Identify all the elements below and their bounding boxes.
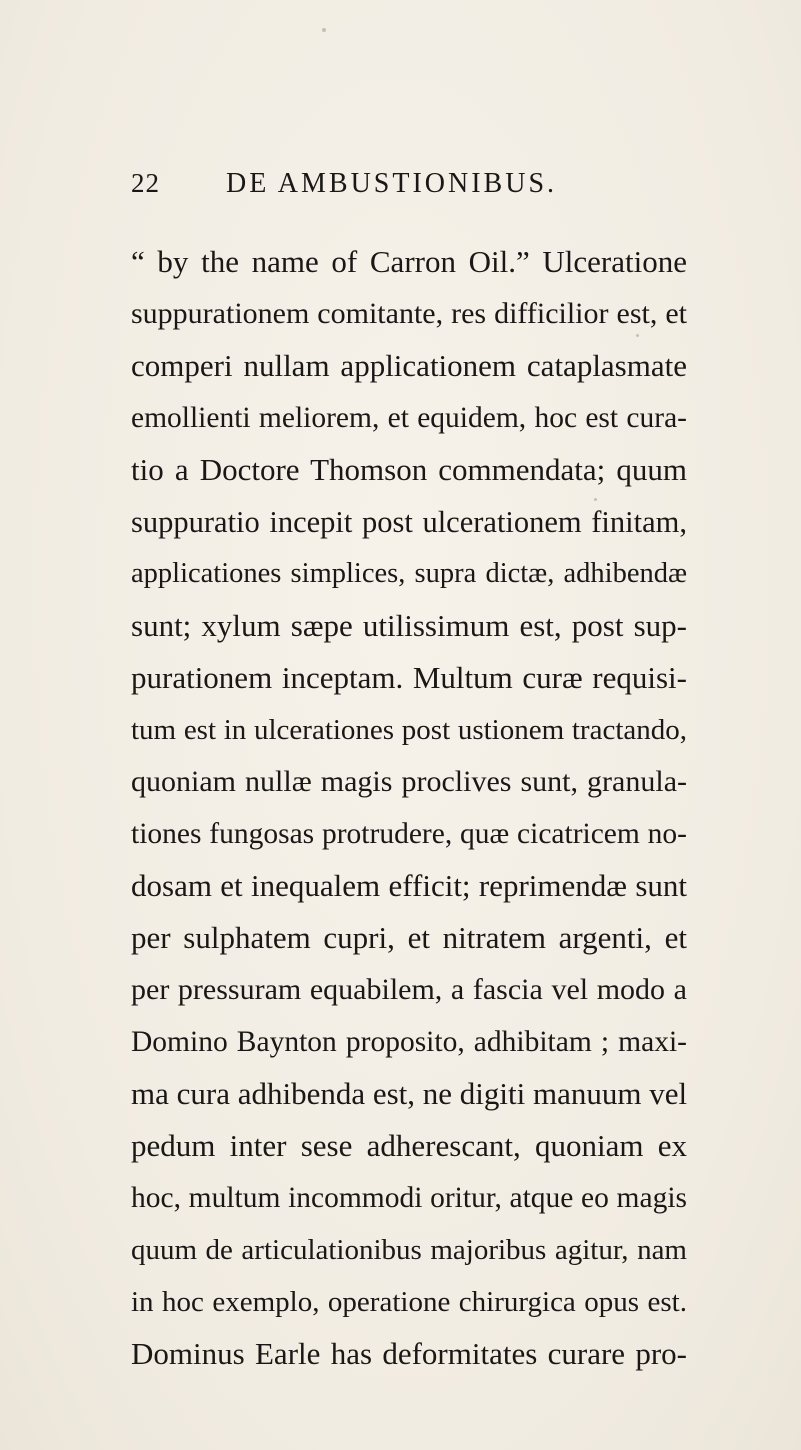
page-header <box>131 168 691 208</box>
text-line: comperi nullam applicationem cataplasmate <box>131 348 687 383</box>
page-number: 22 <box>131 168 160 198</box>
text-line: pedum inter sese adherescant, quoniam ex <box>131 1128 687 1163</box>
text-line: in hoc exemplo, operatione chirurgica opus est. <box>131 1286 687 1318</box>
text-line: Domino Baynton proposito, adhibitam ; maxi- <box>131 1026 687 1058</box>
text-line: ma cura adhibenda est, ne digiti manuum vel <box>131 1076 688 1111</box>
paper-speck <box>322 28 326 32</box>
text-line: suppurationem comitante, res difficilior est, et <box>131 297 687 330</box>
text-line: quoniam nullæ magis proclives sunt, granula- <box>131 765 687 798</box>
text-line: tio a Doctore Thomson commendata; quum <box>131 452 687 487</box>
text-line: “ by the name of Carron Oil.” Ulceratione <box>131 244 687 279</box>
text-line: applicationes simplices, supra dictæ, adhibendæ <box>131 558 687 589</box>
text-line: tum est in ulcerationes post ustionem tractando, <box>131 714 687 746</box>
running-head: DE AMBUSTIONIBUS. <box>226 168 558 199</box>
text-line: Dominus Earle has deformitates curare pro- <box>131 1336 687 1371</box>
text-line: dosam et inequalem efficit; reprimendæ sunt <box>131 868 687 903</box>
text-line: suppuratio incepit post ulcerationem finitam, <box>131 505 687 539</box>
text-line: quum de articulationibus majoribus agitur, nam <box>131 1234 687 1266</box>
body-text <box>131 236 687 1380</box>
text-line: emollienti meliorem, et equidem, hoc est cura- <box>131 402 687 434</box>
text-line: hoc, multum incommodi oritur, atque eo magis <box>131 1182 687 1214</box>
text-line: tiones fungosas protrudere, quæ cicatricem no- <box>131 818 687 850</box>
text-line: sunt; xylum sæpe utilissimum est, post sup- <box>131 608 687 643</box>
text-line: per sulphatem cupri, et nitratem argenti, et <box>131 920 687 955</box>
text-line: purationem inceptam. Multum curæ requisi- <box>131 660 687 695</box>
text-line: per pressuram equabilem, a fascia vel modo a <box>131 973 687 1006</box>
